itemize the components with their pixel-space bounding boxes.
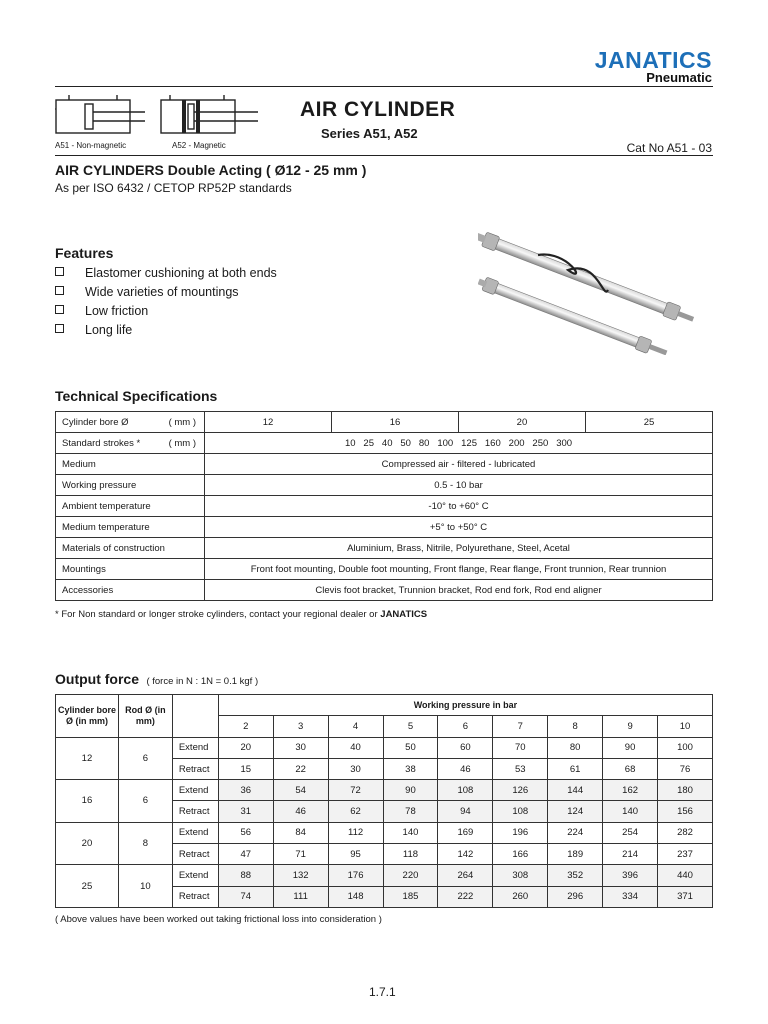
- force-value-cell: 108: [493, 801, 548, 822]
- bore-cell: 25: [56, 865, 119, 908]
- force-value-cell: 84: [273, 822, 328, 843]
- output-force-title: Output force: [55, 671, 139, 687]
- feature-item: Elastomer cushioning at both ends: [55, 266, 277, 280]
- spec-value: 0.5 - 10 bar: [205, 475, 713, 496]
- force-value-cell: 78: [383, 801, 438, 822]
- page-number: 1.7.1: [369, 985, 396, 999]
- spec-value: +5° to +50° C: [205, 517, 713, 538]
- spec-label: Ambient temperature: [56, 496, 205, 517]
- force-value-cell: 30: [273, 737, 328, 758]
- force-value-cell: 237: [658, 844, 713, 865]
- spec-label: Working pressure: [56, 475, 205, 496]
- air-cylinder-product-image: [478, 225, 718, 355]
- force-value-cell: 47: [218, 844, 273, 865]
- retract-label: Retract: [172, 758, 218, 779]
- force-value-cell: 264: [438, 865, 493, 886]
- output-unit-note: ( force in N : 1N = 0.1 kgf ): [146, 676, 259, 687]
- force-value-cell: 396: [603, 865, 658, 886]
- force-value-cell: 20: [218, 737, 273, 758]
- non-magnetic-symbol-icon: [55, 95, 147, 139]
- force-value-cell: 180: [658, 780, 713, 801]
- rod-cell: 8: [118, 822, 172, 865]
- header-bottom-rule: [55, 155, 713, 156]
- checkbox-icon: [55, 324, 64, 333]
- table-row: [56, 475, 713, 496]
- force-value-cell: 126: [493, 780, 548, 801]
- force-value-cell: 22: [273, 758, 328, 779]
- spec-label: Medium temperature: [56, 517, 205, 538]
- pressure-value: 3: [273, 716, 328, 737]
- output-force-heading: [55, 671, 258, 689]
- page-title: AIR CYLINDER: [300, 98, 456, 121]
- extend-label: Extend: [172, 780, 218, 801]
- force-value-cell: 56: [218, 822, 273, 843]
- force-value-cell: 31: [218, 801, 273, 822]
- standards-line: As per ISO 6432 / CETOP RP52P standards: [55, 181, 292, 195]
- spec-footnote: * For Non standard or longer stroke cylinders, contact your regional dealer or JANATICS: [55, 609, 428, 620]
- brand-logo: [595, 48, 712, 85]
- force-value-cell: 60: [438, 737, 493, 758]
- force-value-cell: 156: [658, 801, 713, 822]
- strokes-value: 10 25 40 50 80 100 125 160 200 250 300: [205, 433, 713, 454]
- force-value-cell: 50: [383, 737, 438, 758]
- brand-name: JANATICS: [594, 47, 712, 73]
- bore-cell: 16: [56, 780, 119, 823]
- retract-label: Retract: [172, 886, 218, 907]
- force-value-cell: 46: [273, 801, 328, 822]
- pressure-value: 8: [548, 716, 603, 737]
- extend-label: Extend: [172, 865, 218, 886]
- feature-item: Wide varieties of mountings: [55, 285, 239, 299]
- force-value-cell: 53: [493, 758, 548, 779]
- spec-value: Front foot mounting, Double foot mounting, Front flange, Rear flange, Front trunnion, Rear trunnion: [205, 559, 713, 580]
- table-row: [56, 454, 713, 475]
- main-heading: AIR CYLINDERS Double Acting ( Ø12 - 25 mm ): [55, 162, 367, 178]
- symbol-caption-a51: A51 - Non-magnetic: [55, 141, 127, 150]
- spec-label: Accessories: [56, 580, 205, 601]
- checkbox-icon: [55, 267, 64, 276]
- force-value-cell: 95: [328, 844, 383, 865]
- extend-label: Extend: [172, 737, 218, 758]
- rod-cell: 6: [118, 780, 172, 823]
- col-rod-header: Rod Ø (in mm): [118, 695, 172, 738]
- pressure-value: 5: [383, 716, 438, 737]
- force-value-cell: 74: [218, 886, 273, 907]
- force-value-cell: 90: [603, 737, 658, 758]
- spec-value: -10° to +60° C: [205, 496, 713, 517]
- force-value-cell: 46: [438, 758, 493, 779]
- strokes-label-cell: Standard strokes * ( mm ): [56, 433, 205, 454]
- force-value-cell: 254: [603, 822, 658, 843]
- force-value-cell: 54: [273, 780, 328, 801]
- tech-spec-table: [55, 411, 713, 601]
- force-value-cell: 112: [328, 822, 383, 843]
- force-value-cell: 30: [328, 758, 383, 779]
- feature-item: Low friction: [55, 304, 148, 318]
- pressure-value: 4: [328, 716, 383, 737]
- magnetic-symbol-icon: [160, 95, 260, 139]
- header-rule: [55, 86, 713, 87]
- force-value-cell: 189: [548, 844, 603, 865]
- force-value-cell: 80: [548, 737, 603, 758]
- force-value-cell: 334: [603, 886, 658, 907]
- force-value-cell: 224: [548, 822, 603, 843]
- force-value-cell: 308: [493, 865, 548, 886]
- force-value-cell: 132: [273, 865, 328, 886]
- table-row: [56, 559, 713, 580]
- force-value-cell: 40: [328, 737, 383, 758]
- spec-label: Mountings: [56, 559, 205, 580]
- output-force-table: [55, 694, 713, 908]
- table-row: [56, 412, 713, 433]
- force-value-cell: 118: [383, 844, 438, 865]
- force-value-cell: 140: [603, 801, 658, 822]
- force-value-cell: 296: [548, 886, 603, 907]
- spec-value: Clevis foot bracket, Trunnion bracket, Rod end fork, Rod end aligner: [205, 580, 713, 601]
- force-value-cell: 185: [383, 886, 438, 907]
- force-value-cell: 440: [658, 865, 713, 886]
- force-value-cell: 260: [493, 886, 548, 907]
- brand-sub: Pneumatic: [646, 70, 712, 85]
- force-value-cell: 36: [218, 780, 273, 801]
- pressure-header: Working pressure in bar: [218, 695, 712, 716]
- bore-cell: 12: [56, 737, 119, 780]
- force-value-cell: 68: [603, 758, 658, 779]
- table-header-row: [56, 695, 713, 716]
- col-bore-header: Cylinder bore Ø (in mm): [56, 695, 119, 738]
- bore-cell: 20: [56, 822, 119, 865]
- force-value-cell: 144: [548, 780, 603, 801]
- table-row: [56, 580, 713, 601]
- series-label: Series A51, A52: [321, 126, 418, 141]
- force-value-cell: 108: [438, 780, 493, 801]
- force-value-cell: 371: [658, 886, 713, 907]
- force-value-cell: 166: [493, 844, 548, 865]
- bore-value: 25: [585, 412, 712, 433]
- force-value-cell: 148: [328, 886, 383, 907]
- force-value-cell: 214: [603, 844, 658, 865]
- force-value-cell: 140: [383, 822, 438, 843]
- spec-value: Compressed air - filtered - lubricated: [205, 454, 713, 475]
- force-value-cell: 352: [548, 865, 603, 886]
- table-row: [56, 737, 713, 758]
- catalog-number: Cat No A51 - 03: [626, 141, 712, 155]
- force-value-cell: 282: [658, 822, 713, 843]
- blank-header: [172, 695, 218, 738]
- spec-label: Materials of construction: [56, 538, 205, 559]
- force-value-cell: 62: [328, 801, 383, 822]
- rod-cell: 10: [118, 865, 172, 908]
- checkbox-icon: [55, 305, 64, 314]
- bore-label-cell: Cylinder bore Ø ( mm ): [56, 412, 205, 433]
- force-value-cell: 61: [548, 758, 603, 779]
- force-value-cell: 94: [438, 801, 493, 822]
- pressure-value: 6: [438, 716, 493, 737]
- extend-label: Extend: [172, 822, 218, 843]
- table-row: [56, 865, 713, 886]
- rod-cell: 6: [118, 737, 172, 780]
- force-value-cell: 142: [438, 844, 493, 865]
- force-value-cell: 72: [328, 780, 383, 801]
- pressure-value: 2: [218, 716, 273, 737]
- table-row: [56, 822, 713, 843]
- force-value-cell: 162: [603, 780, 658, 801]
- force-value-cell: 124: [548, 801, 603, 822]
- tech-spec-title: Technical Specifications: [55, 388, 218, 404]
- symbol-caption-a52: A52 - Magnetic: [172, 141, 226, 150]
- force-value-cell: 88: [218, 865, 273, 886]
- force-value-cell: 71: [273, 844, 328, 865]
- bore-value: 20: [458, 412, 585, 433]
- features-title: Features: [55, 245, 114, 261]
- output-footnote: ( Above values have been worked out taking frictional loss into consideration ): [55, 914, 382, 925]
- feature-item: Long life: [55, 323, 132, 337]
- bore-value: 16: [331, 412, 458, 433]
- spec-value: Aluminium, Brass, Nitrile, Polyurethane, Steel, Acetal: [205, 538, 713, 559]
- force-value-cell: 220: [383, 865, 438, 886]
- force-value-cell: 169: [438, 822, 493, 843]
- force-value-cell: 111: [273, 886, 328, 907]
- table-row: [56, 780, 713, 801]
- force-value-cell: 90: [383, 780, 438, 801]
- spec-label: Medium: [56, 454, 205, 475]
- checkbox-icon: [55, 286, 64, 295]
- bore-value: 12: [205, 412, 332, 433]
- table-row: [56, 517, 713, 538]
- force-value-cell: 38: [383, 758, 438, 779]
- pressure-value: 7: [493, 716, 548, 737]
- table-row: [56, 433, 713, 454]
- pressure-value: 9: [603, 716, 658, 737]
- force-value-cell: 76: [658, 758, 713, 779]
- pressure-value: 10: [658, 716, 713, 737]
- force-value-cell: 222: [438, 886, 493, 907]
- force-value-cell: 100: [658, 737, 713, 758]
- table-row: [56, 538, 713, 559]
- table-row: [56, 496, 713, 517]
- force-value-cell: 70: [493, 737, 548, 758]
- force-value-cell: 15: [218, 758, 273, 779]
- retract-label: Retract: [172, 844, 218, 865]
- force-value-cell: 176: [328, 865, 383, 886]
- force-value-cell: 196: [493, 822, 548, 843]
- retract-label: Retract: [172, 801, 218, 822]
